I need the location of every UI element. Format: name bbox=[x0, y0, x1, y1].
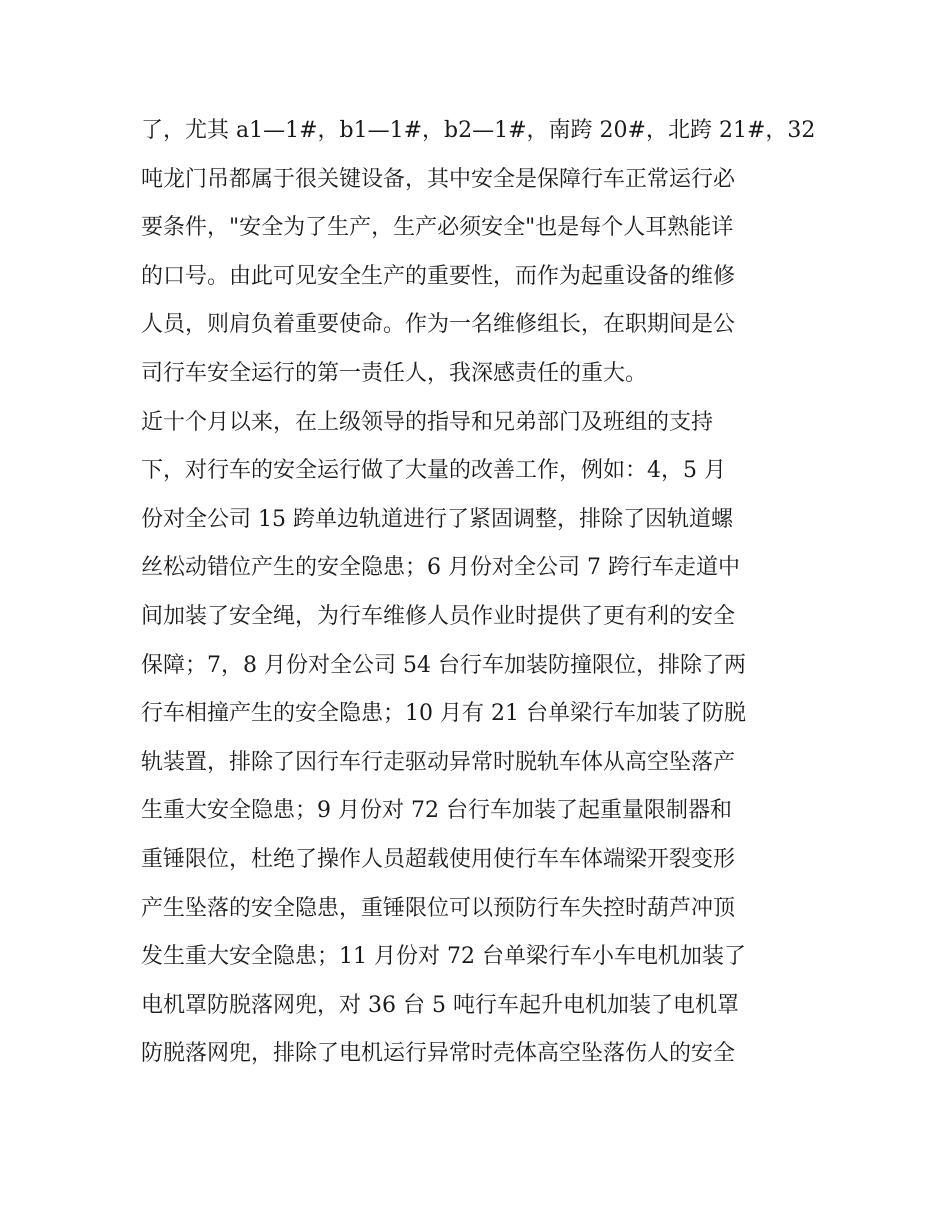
text-line: 司行车安全运行的第一责任人，我深感责任的重大。 bbox=[141, 360, 648, 386]
text-line: 电机罩防脱落网兜，对 36 台 5 吨行车起升电机加装了电机罩 bbox=[141, 992, 739, 1018]
text-line: 了，尤其 a1—1#，b1—1#，b2—1#，南跨 20#，北跨 21#，32 bbox=[141, 118, 816, 143]
text-line: 吨龙门吊都属于很关键设备，其中安全是保障行车正常运行必 bbox=[141, 166, 736, 192]
text-line: 要条件，"安全为了生产，生产必须安全"也是每个人耳熟能详 bbox=[141, 215, 734, 241]
text-line: 下，对行车的安全运行做了大量的改善工作，例如：4，5 月 bbox=[141, 458, 726, 484]
text-line: 近十个月以来，在上级领导的指导和兄弟部门及班组的支持 bbox=[141, 409, 714, 435]
body-text bbox=[141, 107, 821, 1079]
text-line: 份对全公司 15 跨单边轨道进行了紧固调整，排除了因轨道螺 bbox=[141, 506, 733, 532]
text-line: 防脱落网兜，排除了电机运行异常时壳体高空坠落伤人的安全 bbox=[141, 1041, 736, 1067]
text-line: 的口号。由此可见安全生产的重要性，而作为起重设备的维修 bbox=[141, 263, 736, 289]
text-line: 生重大安全隐患；9 月份对 72 台行车加装了起重量限制器和 bbox=[141, 798, 732, 824]
text-line: 行车相撞产生的安全隐患；10 月有 21 台单梁行车加装了防脱 bbox=[141, 701, 746, 727]
text-line: 产生坠落的安全隐患，重锤限位可以预防行车失控时葫芦冲顶 bbox=[141, 895, 736, 921]
text-line: 丝松动错位产生的安全隐患；6 月份对全公司 7 跨行车走道中 bbox=[141, 555, 740, 581]
text-line: 间加装了安全绳，为行车维修人员作业时提供了更有利的安全 bbox=[141, 603, 736, 629]
text-line: 发生重大安全隐患；11 月份对 72 台单梁行车小车电机加装了 bbox=[141, 944, 746, 970]
text-line: 重锤限位，杜绝了操作人员超载使用使行车车体端梁开裂变形 bbox=[141, 846, 736, 872]
text-line: 人员，则肩负着重要使命。作为一名维修组长，在职期间是公 bbox=[141, 312, 736, 338]
text-line: 保障；7，8 月份对全公司 54 台行车加装防撞限位，排除了两 bbox=[141, 652, 746, 678]
text-line: 轨装置，排除了因行车行走驱动异常时脱轨车体从高空坠落产 bbox=[141, 749, 736, 775]
